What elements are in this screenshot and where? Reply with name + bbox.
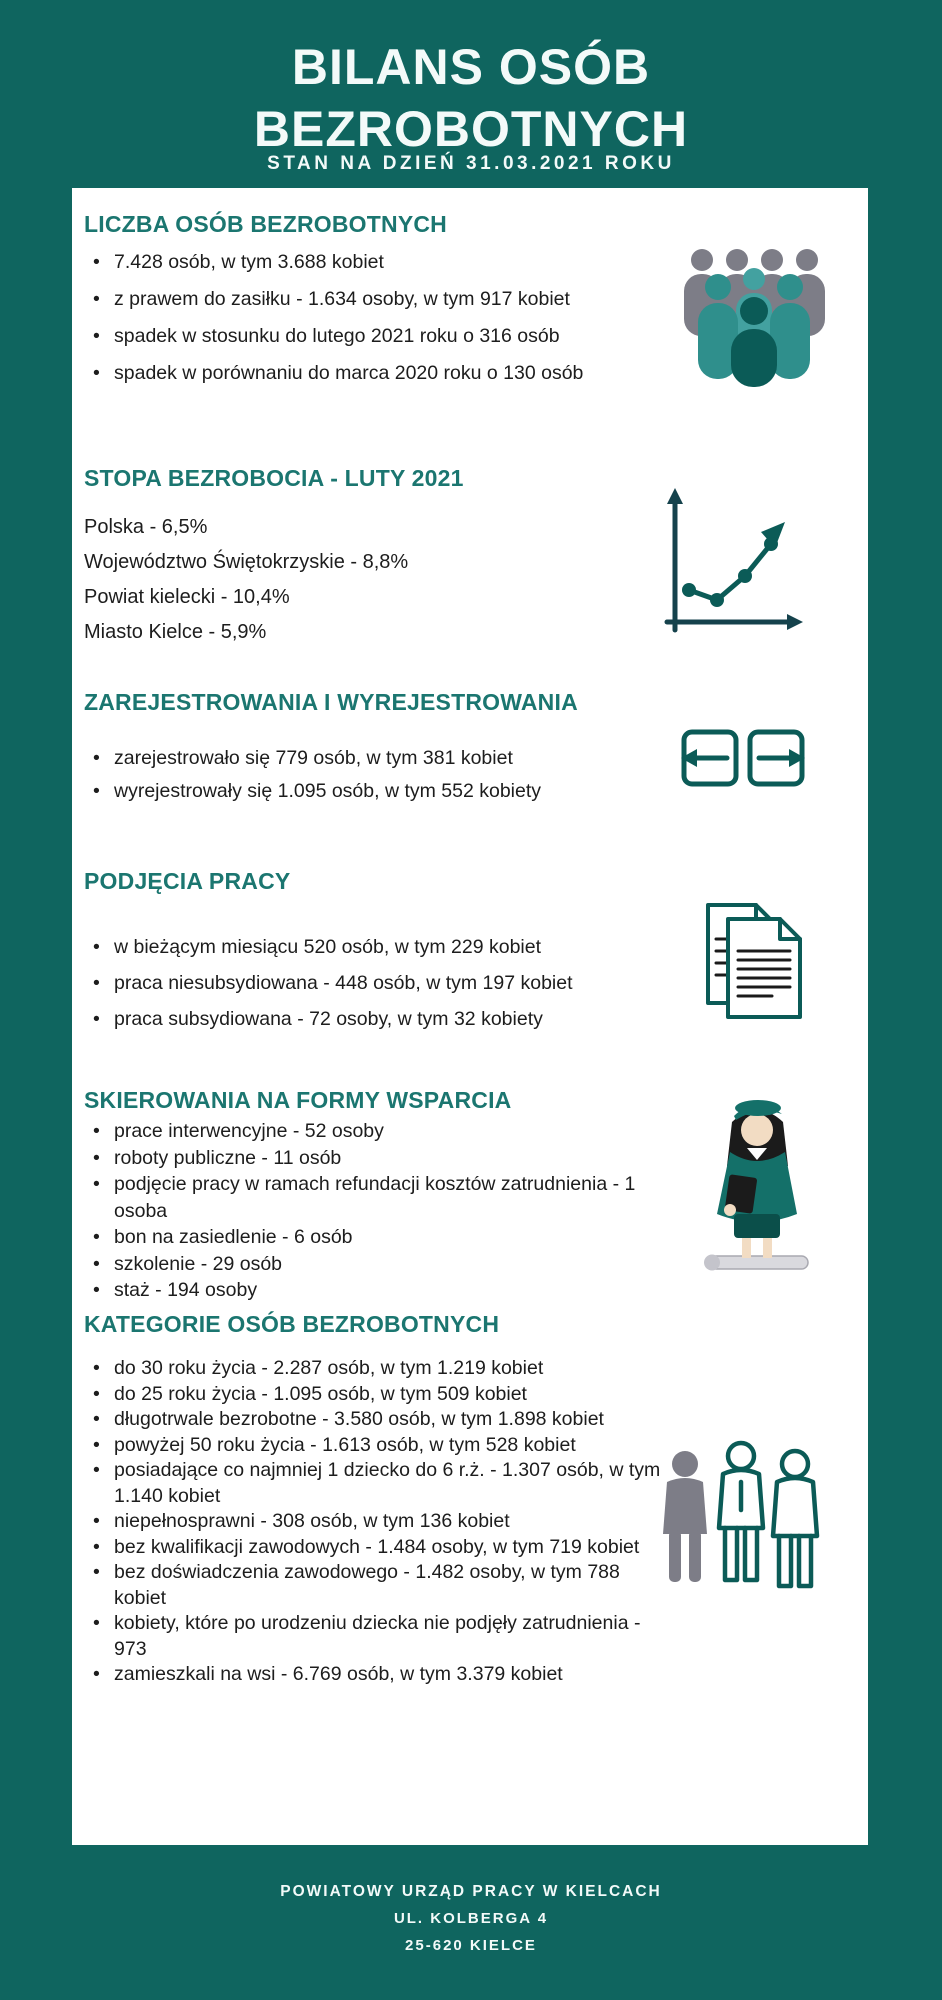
list-item: • spadek w stosunku do lutego 2021 roku o 316 osób xyxy=(84,318,684,355)
list-item: Miasto Kielce - 5,9% xyxy=(84,621,267,643)
support-worker-icon xyxy=(700,1090,815,1275)
transfer-arrows-icon xyxy=(680,728,806,788)
list-item: • praca subsydiowana - 72 osoby, w tym 32 kobiety xyxy=(84,1001,684,1037)
list-item: • staż - 194 osoby xyxy=(84,1277,676,1304)
section-podjecia-pracy xyxy=(84,867,724,1037)
list-item: Polska - 6,5% xyxy=(84,516,208,538)
list-item: • posiadające co najmniej 1 dziecko do 6 r.ż. - 1.307 osób, w tym 1.140 kobiet xyxy=(84,1458,676,1509)
list-item: • roboty publiczne - 11 osób xyxy=(84,1145,676,1172)
section-title: ZAREJESTROWANIA I WYREJESTROWANIA xyxy=(84,689,578,715)
section-liczba-osob-bezrobotnych xyxy=(84,210,724,392)
section-title: SKIEROWANIA NA FORMY WSPARCIA xyxy=(84,1087,512,1113)
section-plain-list xyxy=(84,510,724,650)
list-item: • długotrwale bezrobotne - 3.580 osób, w tym 1.898 kobiet xyxy=(84,1407,676,1433)
footer-street: UL. KOLBERGA 4 xyxy=(393,1910,549,1927)
section-bullet-list xyxy=(84,742,684,808)
page-title-line-1: BILANS OSÓB xyxy=(291,38,651,95)
people-group-icon xyxy=(645,1430,825,1610)
list-item: • niepełnosprawni - 308 osób, w tym 136 kobiet xyxy=(84,1509,676,1535)
section-kategorie-osob-bezrobotnych xyxy=(84,1310,724,1688)
crowd-icon xyxy=(680,245,828,387)
documents-icon xyxy=(688,895,808,1020)
section-zarejestrowania-i-wyrejestrowania xyxy=(84,688,724,808)
list-item: • powyżej 50 roku życia - 1.613 osób, w tym 528 kobiet xyxy=(84,1433,676,1459)
list-item: • praca niesubsydiowana - 448 osób, w tym 197 kobiet xyxy=(84,965,684,1001)
page-title xyxy=(0,36,942,160)
list-item: • bez doświadczenia zawodowego - 1.482 osoby, w tym 788 kobiet xyxy=(84,1560,676,1611)
list-item: • 7.428 osób, w tym 3.688 kobiet xyxy=(84,244,684,281)
list-item: • bez kwalifikacji zawodowych - 1.484 osoby, w tym 719 kobiet xyxy=(84,1535,676,1561)
section-title: STOPA BEZROBOCIA - LUTY 2021 xyxy=(84,465,464,491)
list-item: • spadek w porównaniu do marca 2020 roku o 130 osób xyxy=(84,355,684,392)
list-item: • kobiety, które po urodzeniu dziecka nie podjęły zatrudnienia - 973 xyxy=(84,1611,676,1662)
section-skierowania-na-formy-wsparcia xyxy=(84,1086,724,1304)
list-item: • zamieszkali na wsi - 6.769 osób, w tym 3.379 kobiet xyxy=(84,1662,676,1688)
list-item: • prace interwencyjne - 52 osoby xyxy=(84,1118,676,1145)
footer xyxy=(0,1878,942,1959)
list-item: • w bieżącym miesiącu 520 osób, w tym 229 kobiet xyxy=(84,929,684,965)
list-item: • do 25 roku życia - 1.095 osób, w tym 509 kobiet xyxy=(84,1382,676,1408)
page-subtitle: STAN NA DZIEŃ 31.03.2021 ROKU xyxy=(267,153,675,174)
page-title-line-2: BEZROBOTNYCH xyxy=(253,100,689,157)
section-bullet-list xyxy=(84,1118,676,1304)
list-item: Powiat kielecki - 10,4% xyxy=(84,586,290,608)
footer-organization: POWIATOWY URZĄD PRACY W KIELCACH xyxy=(280,1883,662,1900)
section-title: PODJĘCIA PRACY xyxy=(84,868,291,894)
section-stopa-bezrobocia xyxy=(84,464,724,650)
list-item: • bon na zasiedlenie - 6 osób xyxy=(84,1224,676,1251)
line-chart-icon xyxy=(655,478,805,638)
section-bullet-list xyxy=(84,244,684,392)
section-title: LICZBA OSÓB BEZROBOTNYCH xyxy=(84,211,447,237)
list-item: Województwo Świętokrzyskie - 8,8% xyxy=(84,551,409,573)
list-item: • zarejestrowało się 779 osób, w tym 381 kobiet xyxy=(84,742,684,775)
list-item: • podjęcie pracy w ramach refundacji kosztów zatrudnienia - 1 osoba xyxy=(84,1171,676,1224)
section-bullet-list xyxy=(84,929,684,1037)
list-item: • wyrejestrowały się 1.095 osób, w tym 552 kobiety xyxy=(84,775,684,808)
list-item: • do 30 roku życia - 2.287 osób, w tym 1.219 kobiet xyxy=(84,1356,676,1382)
section-title: KATEGORIE OSÓB BEZROBOTNYCH xyxy=(84,1311,500,1337)
list-item: • szkolenie - 29 osób xyxy=(84,1251,676,1278)
content-card xyxy=(72,188,868,1845)
footer-city: 25-620 KIELCE xyxy=(405,1937,537,1954)
list-item: • z prawem do zasiłku - 1.634 osoby, w tym 917 kobiet xyxy=(84,281,684,318)
section-bullet-list xyxy=(84,1356,676,1688)
